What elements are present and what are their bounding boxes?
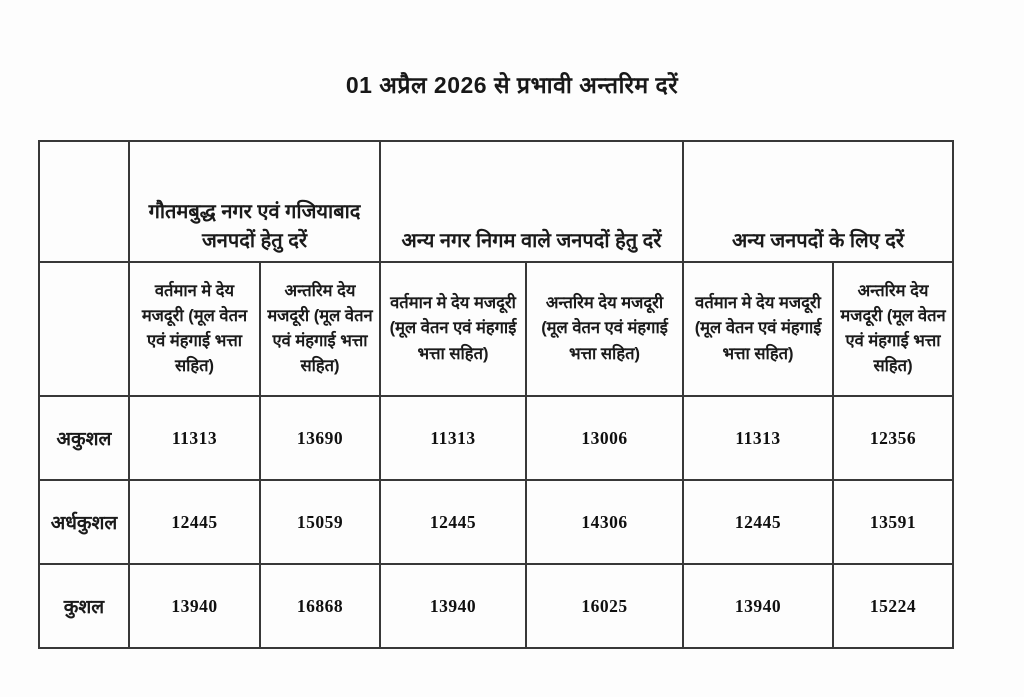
group-header-other-districts: अन्य जनपदों के लिए दरें: [683, 141, 953, 262]
rate-cell: 12445: [380, 480, 526, 564]
rate-cell: 16868: [260, 564, 380, 648]
sub-header-interim-wage-1: अन्तरिम देय मजदूरी (मूल वेतन एवं मंहगाई भत्ता सहित): [260, 262, 380, 396]
skill-label-cell: अकुशल: [39, 396, 129, 480]
corner-cell-top: [39, 141, 129, 262]
sub-header-interim-wage-2: अन्तरिम देय मजदूरी (मूल वेतन एवं मंहगाई भत्ता सहित): [526, 262, 683, 396]
rate-cell: 12445: [129, 480, 260, 564]
rate-cell: 13006: [526, 396, 683, 480]
table-row-skilled: [39, 564, 953, 648]
rate-cell: 16025: [526, 564, 683, 648]
rate-cell: 12356: [833, 396, 953, 480]
sub-header-current-wage-3: वर्तमान मे देय मजदूरी (मूल वेतन एवं मंहगाई भत्ता सहित): [683, 262, 833, 396]
rate-cell: 12445: [683, 480, 833, 564]
rate-cell: 13940: [683, 564, 833, 648]
rate-cell: 11313: [129, 396, 260, 480]
group-header-row: [39, 141, 953, 262]
corner-cell-bottom: [39, 262, 129, 396]
rate-cell: 14306: [526, 480, 683, 564]
table-row-unskilled: [39, 396, 953, 480]
group-header-gautambudh-ghaziabad: गौतमबुद्ध नगर एवं गजियाबाद जनपदों हेतु दरें: [129, 141, 380, 262]
skill-label-cell: अर्धकुशल: [39, 480, 129, 564]
rate-cell: 15059: [260, 480, 380, 564]
wage-rates-table: [38, 140, 954, 649]
group-header-other-municipal: अन्य नगर निगम वाले जनपदों हेतु दरें: [380, 141, 683, 262]
rate-cell: 11313: [683, 396, 833, 480]
rate-cell: 13690: [260, 396, 380, 480]
page-title: 01 अप्रैल 2026 से प्रभावी अन्तरिम दरें: [345, 72, 679, 98]
sub-header-interim-wage-3: अन्तरिम देय मजदूरी (मूल वेतन एवं मंहगाई भत्ता सहित): [833, 262, 953, 396]
skill-label-cell: कुशल: [39, 564, 129, 648]
table-row-semiskilled: [39, 480, 953, 564]
rate-cell: 13940: [129, 564, 260, 648]
rate-cell: 13591: [833, 480, 953, 564]
sub-header-current-wage-2: वर्तमान मे देय मजदूरी (मूल वेतन एवं मंहगाई भत्ता सहित): [380, 262, 526, 396]
rate-cell: 11313: [380, 396, 526, 480]
rate-cell: 13940: [380, 564, 526, 648]
sub-header-current-wage-1: वर्तमान मे देय मजदूरी (मूल वेतन एवं मंहगाई भत्ता सहित): [129, 262, 260, 396]
rate-cell: 15224: [833, 564, 953, 648]
sub-header-row: [39, 262, 953, 396]
